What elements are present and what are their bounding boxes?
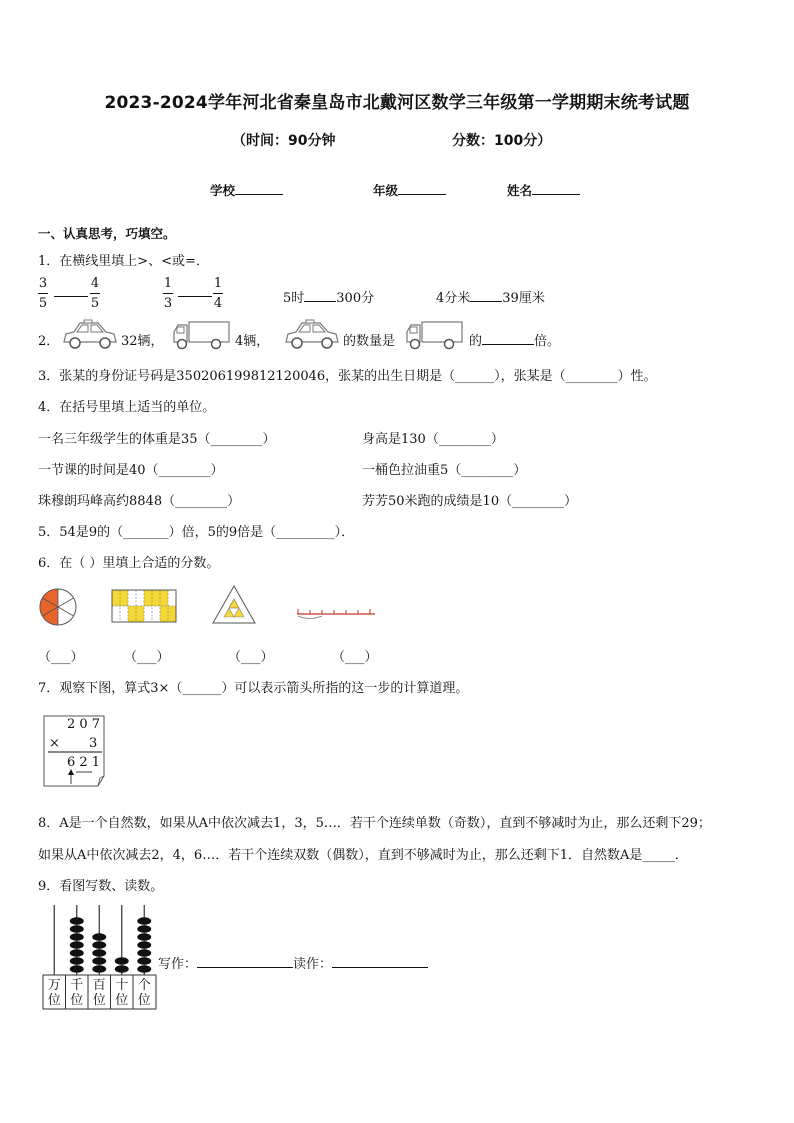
abacus-bead [137, 917, 151, 925]
abacus-bead [137, 957, 151, 965]
q7-row3: 6 2 1 [67, 755, 101, 770]
q1-blank-2[interactable] [178, 296, 212, 297]
q9-stem: 9．看图写数、读数。 [38, 879, 164, 894]
q2-blank[interactable] [482, 332, 534, 345]
abacus-bead [70, 941, 84, 949]
truck-icon [405, 320, 465, 352]
q7-row1: 2 0 7 [67, 717, 101, 732]
place-value-label: 位 [137, 993, 151, 1008]
place-value-label: 位 [92, 993, 106, 1008]
abacus-bead [137, 965, 151, 973]
q1-blank-3[interactable] [304, 289, 336, 302]
q1-compare-4: 4分米 39厘米 [436, 291, 545, 306]
abacus-bead [115, 965, 129, 973]
ruler-segment-icon [297, 606, 377, 622]
abacus-bead [70, 949, 84, 957]
place-value-label: 个 [137, 978, 151, 993]
q2-text-2: 4辆， [235, 334, 270, 349]
place-value-label: 千 [70, 978, 84, 993]
abacus-bead [70, 925, 84, 933]
exam-score: 分数：100分） [452, 133, 552, 149]
q9-read-blank[interactable] [332, 955, 428, 968]
truck-icon [172, 320, 232, 352]
abacus-bead [92, 965, 106, 973]
car-icon [60, 320, 118, 352]
abacus-bead [137, 941, 151, 949]
abacus-bead [137, 949, 151, 957]
place-value-label: 位 [115, 993, 129, 1008]
place-value-label: 十 [115, 978, 129, 993]
section-heading: 一、认真思考，巧填空。 [38, 226, 176, 241]
q2-text-4: 的 倍。 [469, 334, 561, 349]
page-title: 2023-2024学年河北省秦皇岛市北戴河区数学三年级第一学期期末统考试题 [104, 93, 690, 113]
q5-text: 5．54是9的（_______）倍，5的9倍是（_________）． [38, 525, 355, 540]
place-value-label: 位 [47, 993, 61, 1008]
q2-number: 2． [38, 334, 60, 349]
q1-compare-3: 5时 300分 [283, 291, 375, 306]
q4-stem: 4．在括号里填上适当的单位。 [38, 400, 216, 415]
q3-text: 3．张某的身份证号码是350206199812120046，张某的出生日期是（______），张某是（________）性。 [38, 369, 657, 384]
q4-item: 一节课的时间是40（________） [38, 463, 224, 478]
pie-fraction-icon [38, 587, 78, 627]
q6-blank[interactable]: （___） [124, 650, 170, 665]
place-value-label: 位 [70, 993, 84, 1008]
q9-write-blank[interactable] [197, 955, 293, 968]
q6-stem: 6．在（ ）里填上合适的分数。 [38, 556, 220, 571]
exam-time: （时间：90分钟 [232, 133, 336, 149]
q4-item: 身高是130（________） [362, 432, 504, 447]
school-field[interactable]: 学校 [210, 181, 283, 199]
abacus-bead [70, 957, 84, 965]
name-field[interactable]: 姓名 [507, 181, 580, 199]
abacus-bead [92, 957, 106, 965]
q7-row2: 3 [89, 736, 98, 751]
q1-blank-4[interactable] [470, 289, 502, 302]
abacus-bead [115, 957, 129, 965]
grid-fraction-icon [112, 590, 176, 622]
abacus-bead [70, 917, 84, 925]
q8-line2: 如果从A中依次减去2，4，6…．若干个连续双数（偶数），直到不够减时为止，那么还剩下1．自然数A是_____． [38, 848, 688, 863]
car-icon [282, 320, 340, 352]
q4-item: 一名三年级学生的体重是35（________） [38, 432, 276, 447]
fraction: 1 4 [213, 276, 223, 311]
fraction: 4 5 [90, 276, 100, 311]
fraction: 1 3 [163, 276, 173, 311]
q9-write: 写作： 读作： [158, 953, 428, 972]
q1-stem: 1．在横线里填上>、<或=． [38, 254, 209, 269]
fraction: 3 5 [38, 276, 48, 311]
triangle-fraction-icon [212, 585, 256, 625]
q4-item: 珠穆朗玛峰高约8848（________） [38, 494, 241, 509]
abacus-bead [92, 949, 106, 957]
q7-times: × [49, 736, 60, 751]
q2-text-3: 的数量是 [343, 334, 396, 349]
q6-blank[interactable]: （___） [38, 650, 84, 665]
q8-line1: 8．A是一个自然数，如果从A中依次减去1，3，5…．若干个连续单数（奇数），直到不够减时为止，那么还剩下29； [38, 816, 711, 831]
q1-blank-1[interactable] [54, 296, 88, 297]
abacus-diagram [42, 905, 158, 1011]
abacus-bead [137, 925, 151, 933]
q4-item: 芳芳50米跑的成绩是10（________） [362, 494, 578, 509]
grade-field[interactable]: 年级 [373, 181, 446, 199]
q7-stem: 7．观察下图，算式3×（______）可以表示箭头所指的这一步的计算道理。 [38, 681, 469, 696]
abacus-bead [137, 933, 151, 941]
place-value-label: 百 [92, 978, 106, 993]
place-value-label: 万 [47, 978, 61, 993]
q6-blank[interactable]: （___） [332, 650, 378, 665]
abacus-bead [92, 941, 106, 949]
q4-item: 一桶色拉油重5（________） [362, 463, 527, 478]
q2-text-1: 32辆， [121, 334, 164, 349]
abacus-bead [70, 933, 84, 941]
abacus-bead [92, 933, 106, 941]
abacus-bead [70, 965, 84, 973]
q6-blank[interactable]: （___） [228, 650, 274, 665]
